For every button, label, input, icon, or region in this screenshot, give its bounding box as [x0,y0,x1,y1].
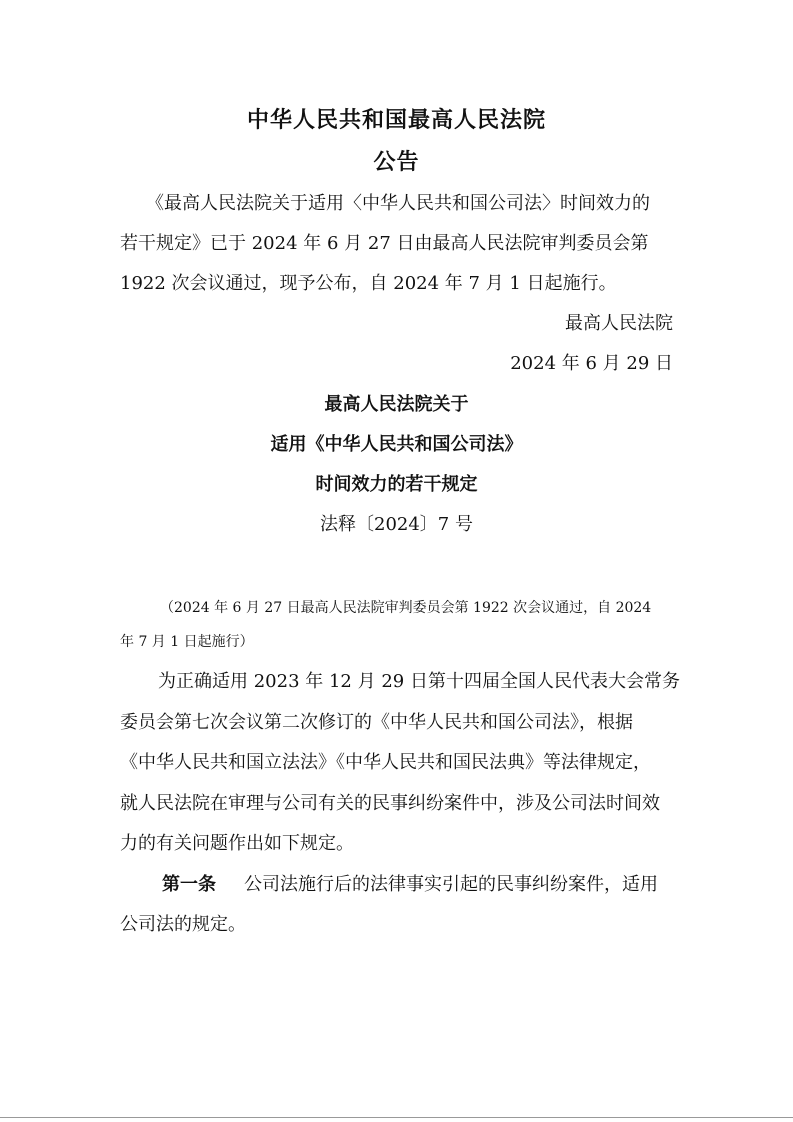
preamble-line-5: 力的有关问题作出如下规定。 [120,833,354,854]
article-1-line-2: 公司法的规定。 [120,914,246,935]
announcement-line-1: 《最高人民法院关于适用〈中华人民共和国公司法〉时间效力的 [146,193,650,214]
regulation-title-line-3: 时间效力的若干规定 [315,474,478,495]
preamble-line-4: 就人民法院在审理与公司有关的民事纠纷案件中，涉及公司法时间效 [120,793,660,814]
issuer-title: 中华人民共和国最高人民法院 [246,107,546,133]
article-1-text: 公司法施行后的法律事实引起的民事纠纷案件，适用 [244,874,658,895]
preamble-line-1: 为正确适用 2023 年 12 月 29 日第十四届全国人民代表大会常务 [158,671,680,692]
adoption-note-line-2: 年 7 月 1 日起施行） [120,634,254,650]
article-1-line-1 [162,873,658,897]
adoption-note-line-1: （2024 年 6 月 27 日最高人民法院审判委员会第 1922 次会议通过，自 2024 [160,600,652,616]
preamble-line-2: 委员会第七次会议第二次修订的《中华人民共和国公司法》，根据 [120,712,633,733]
announcement-title: 公告 [373,149,420,175]
announcement-line-3: 1922 次会议通过，现予公布，自 2024 年 7 月 1 日起施行。 [120,273,617,294]
article-1-label: 第一条 [162,874,216,895]
preamble-line-3: 《中华人民共和国立法法》《中华人民共和国民法典》等法律规定， [120,752,651,773]
regulation-title-line-2: 适用《中华人民共和国公司法》 [270,434,523,455]
announcement-line-2: 若干规定》已于 2024 年 6 月 27 日由最高人民法院审判委员会第 [120,233,649,254]
announcement-signature: 最高人民法院 [565,313,673,334]
page-bottom-rule [0,1117,793,1118]
regulation-title-line-1: 最高人民法院关于 [324,394,469,415]
document-number: 法释〔2024〕7 号 [320,514,473,535]
announcement-date: 2024 年 6 月 29 日 [510,353,673,374]
